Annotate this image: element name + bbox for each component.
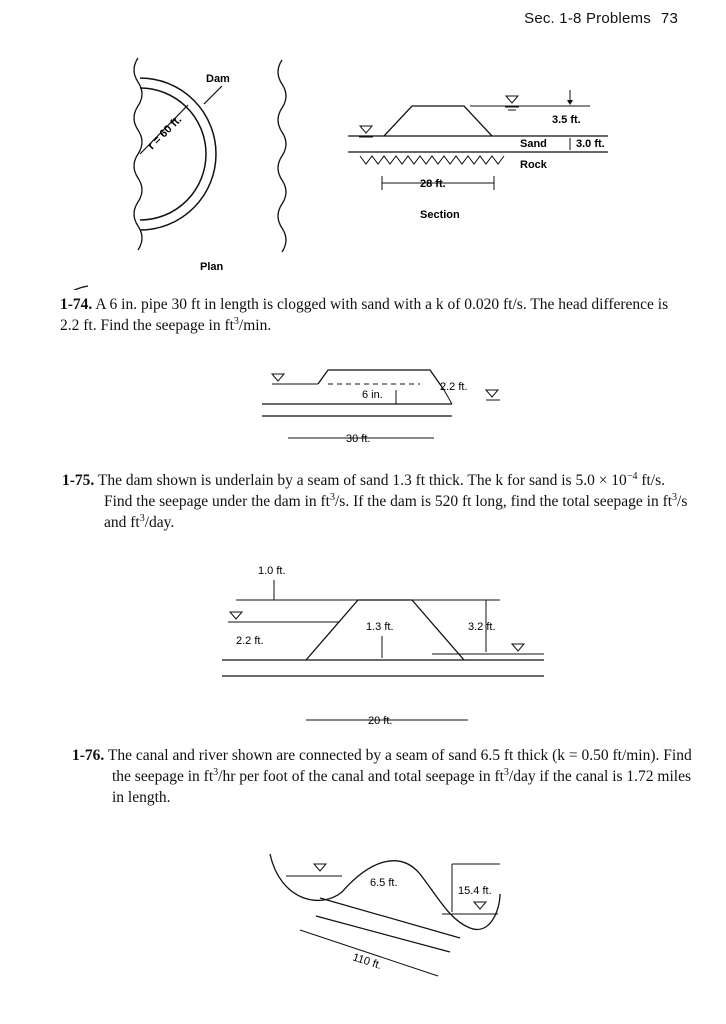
- label-left-head: 2.2 ft.: [236, 635, 264, 647]
- figure-1-73: [0, 0, 726, 290]
- rock-hatch: [360, 156, 504, 164]
- label-length: 110 ft.: [351, 951, 384, 973]
- problem-1-75: 1-75. The dam shown is underlain by a seam of sand 1.3 ft thick. The k for sand is $5.0 \times 10^{-4}$ ft/s. Find the seepage under the dam in $ft^3/s$. If the dam is 520 ft long, find the total seepage in $ft^3/s$ and $ft^3$/day.: [62, 470, 688, 531]
- problem-1-76: 1-76. The canal and river shown are connected by a seam of sand 6.5 ft thick (k = 0.50 ft/min). Find the seepage in $ft^3/hr$ per foot of the canal and total seepage in $ft^3$/day if the canal is 1.72 miles in length.: [72, 747, 692, 806]
- page-number: 73: [660, 10, 678, 27]
- label-radius: r = 60 ft.: [145, 113, 185, 153]
- dam-pointer: [204, 86, 222, 104]
- figure-1-75: [0, 560, 726, 730]
- label-sand: Sand: [520, 138, 547, 150]
- label-h1: 3.5 ft.: [552, 114, 581, 126]
- problem-1-74: 1-74. A 6 in. pipe 30 ft in length is clogged with sand with a k of 0.020 ft/s. The head difference is 2.2 ft. Find the seepage in $ft^3/\min$.: [60, 296, 669, 334]
- label-plan: Plan: [200, 261, 224, 273]
- figure-1-74: [0, 360, 726, 460]
- label-head: 15.4 ft.: [458, 885, 492, 897]
- label-length: 30 ft.: [346, 433, 371, 445]
- dam-section: [384, 106, 492, 136]
- dam-arc-inner: [140, 88, 206, 220]
- check-mark: [36, 286, 88, 290]
- label-diameter: 6 in.: [362, 389, 383, 401]
- section-title: Sec. 1-8 Problems: [524, 10, 651, 27]
- problem-number: 1-74.: [60, 296, 93, 313]
- label-right-head: 3.2 ft.: [468, 621, 496, 633]
- label-top: 1.0 ft.: [258, 565, 286, 577]
- label-seam: 6.5 ft.: [370, 877, 398, 889]
- label-rock: Rock: [520, 159, 547, 171]
- label-width: 20 ft.: [368, 715, 393, 727]
- label-head: 2.2 ft.: [440, 381, 468, 393]
- label-h2: 3.0 ft.: [576, 138, 605, 150]
- figure-1-76: [0, 840, 726, 1020]
- label-width: 28 ft.: [420, 178, 446, 190]
- label-dam: Dam: [206, 73, 230, 85]
- right-bank: [278, 60, 286, 252]
- label-seam: 1.3 ft.: [366, 621, 394, 633]
- label-section: Section: [420, 209, 460, 221]
